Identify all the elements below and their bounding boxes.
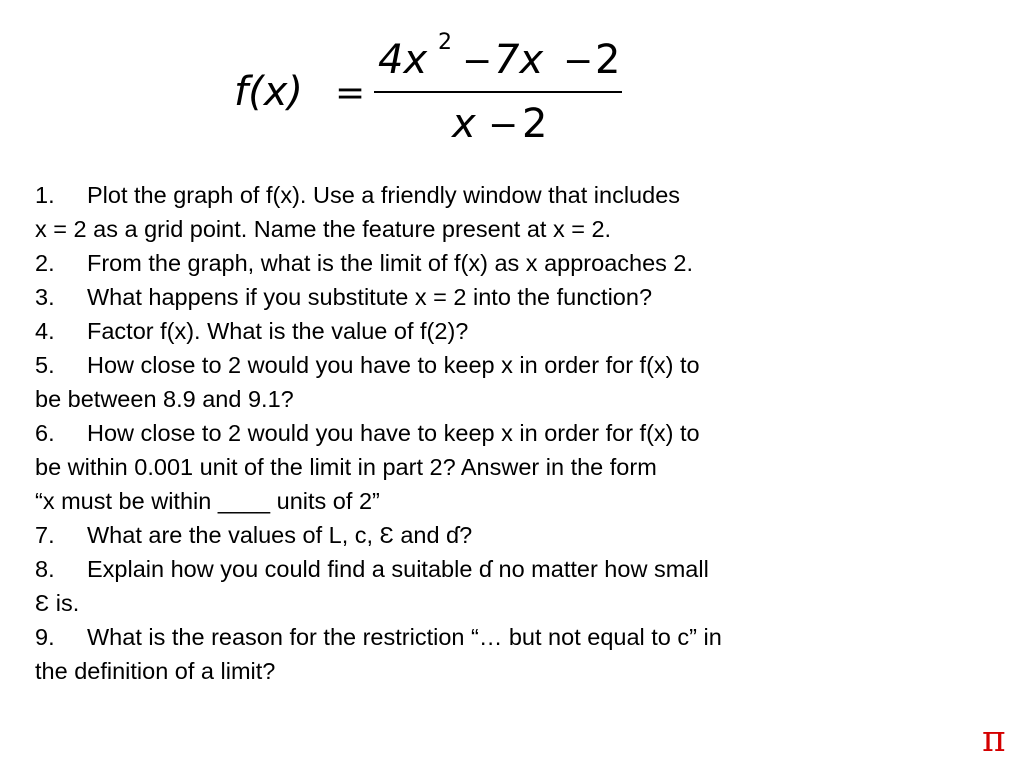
question-item [35, 416, 935, 450]
question-list [35, 178, 935, 688]
question-continuation: the definition of a limit? [35, 658, 276, 684]
question-text: Factor f(x). What is the value of f(2)? [87, 318, 469, 344]
fraction-bar [374, 91, 622, 93]
question-item [35, 280, 935, 314]
question-number: 5. [35, 352, 55, 378]
question-text: From the graph, what is the limit of f(x) as x approaches 2. [87, 250, 694, 276]
question-continuation: be within 0.001 unit of the limit in part 2? Answer in the form [35, 454, 657, 480]
denominator-constant: 2 [522, 101, 548, 147]
numerator-minus-1: − [462, 41, 493, 82]
question-item [35, 552, 935, 586]
question-text: How close to 2 would you have to keep x in order for f(x) to [87, 420, 700, 446]
question-item [35, 178, 935, 212]
question-continuation: be between 8.9 and 9.1? [35, 386, 294, 412]
question-item [35, 246, 935, 280]
question-text: Explain how you could find a suitable ɗ no matter how small [87, 556, 709, 582]
denominator-minus: − [488, 105, 519, 146]
numerator-coefficient: 4x [378, 37, 428, 83]
function-formula [0, 0, 1024, 160]
question-continuation: “x must be within ____ units of 2” [35, 488, 380, 514]
numerator-exponent: 2 [438, 30, 452, 55]
question-text: Plot the graph of f(x). Use a friendly window that includes [87, 182, 681, 208]
question-text: What is the reason for the restriction “… but not equal to c” in [87, 624, 722, 650]
question-continuation: Ɛ is. [35, 590, 80, 616]
pi-icon: π [982, 719, 1006, 760]
numerator-constant: 2 [595, 37, 621, 83]
question-number: 9. [35, 624, 55, 650]
question-item [35, 518, 935, 552]
question-text: How close to 2 would you have to keep x in order for f(x) to [87, 352, 700, 378]
denominator-variable: x [452, 101, 476, 147]
question-item [35, 348, 935, 382]
question-number: 2. [35, 250, 55, 276]
numerator-minus-2: − [563, 41, 594, 82]
formula-equals: = [335, 73, 366, 114]
question-number: 4. [35, 318, 55, 344]
question-text: What happens if you substitute x = 2 into the function? [87, 284, 653, 310]
question-number: 7. [35, 522, 55, 548]
question-number: 8. [35, 556, 55, 582]
formula-lhs: f(x) [234, 69, 303, 115]
numerator-term-2: 7x [494, 37, 544, 83]
question-item [35, 314, 935, 348]
question-continuation: x = 2 as a grid point. Name the feature present at x = 2. [35, 216, 612, 242]
question-number: 6. [35, 420, 55, 446]
question-number: 1. [35, 182, 55, 208]
question-number: 3. [35, 284, 55, 310]
question-item [35, 620, 935, 654]
question-text: What are the values of L, c, Ɛ and ɗ? [87, 522, 473, 548]
